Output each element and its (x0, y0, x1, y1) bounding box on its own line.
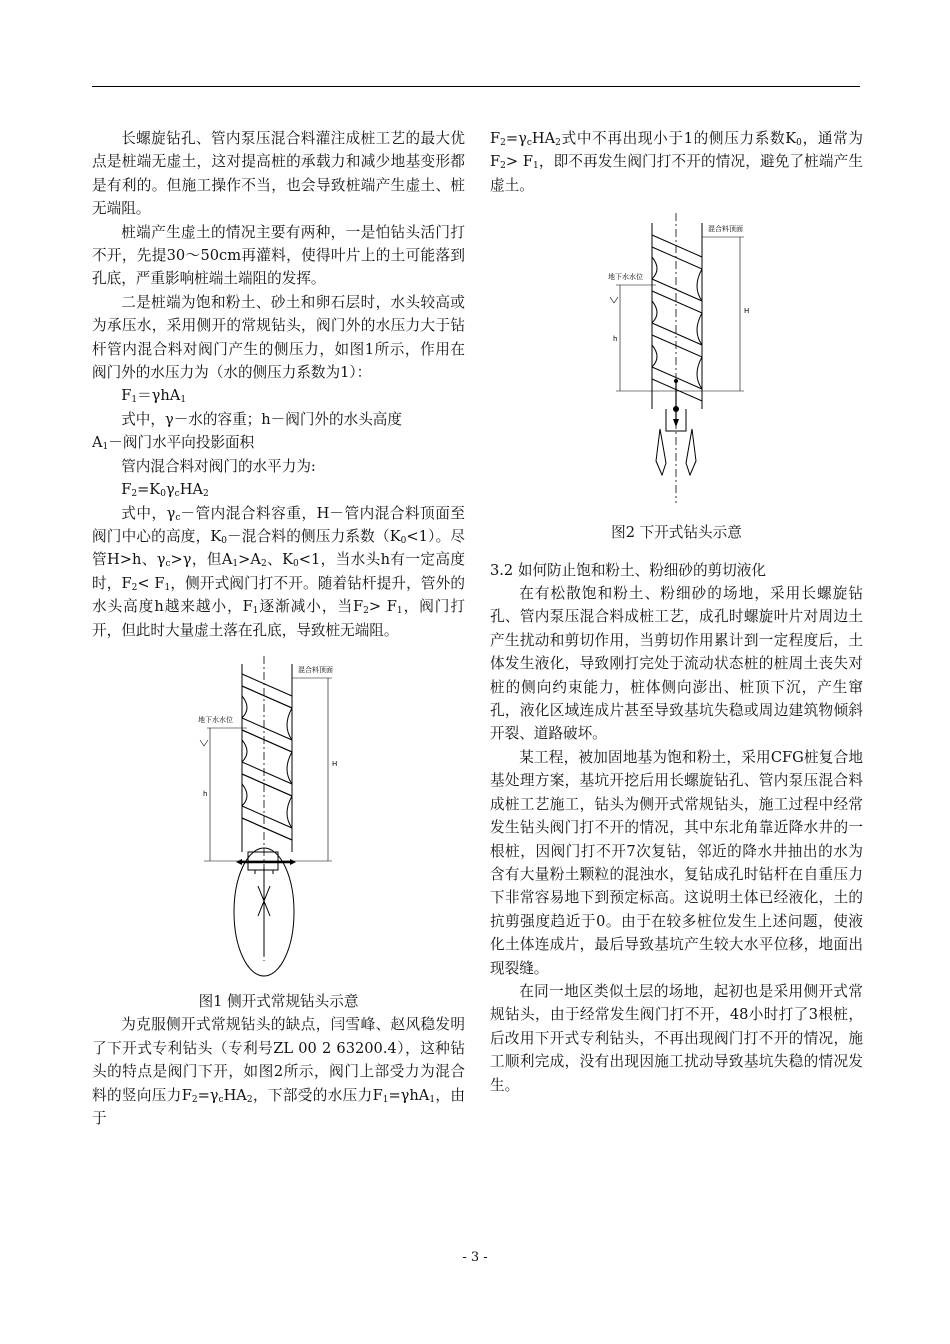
side-opening-drill-bit-drawing (92, 656, 465, 986)
label-mix-surface: 混合料顶面 (298, 665, 333, 674)
paragraph: $F_2=\gamma_cHA_2$式中不再出现小于1的侧压力系数$K_0$，通常为$F_2> F_1$，即不再发生阀门打不开的情况，避免了桩端产生虚土。 (490, 130, 863, 194)
paragraph: 在同一地区类似土层的场地，起初也是采用侧开式常规钻头，由于经常发生阀门打不开，48小时打了3根桩，后改用下开式专利钻头，不再出现阀门打不开的情况，施工顺利完成，没有出现因施工扰动导致基坑失稳的情况发生。 (490, 982, 863, 1094)
header-rule (92, 86, 860, 87)
paragraph: 管内混合料对阀门的水平力为: (121, 457, 316, 475)
section-heading: 3.2 如何防止饱和粉土、粉细砂的剪切液化 (490, 561, 766, 579)
label-H: H (744, 307, 750, 316)
right-column (490, 127, 863, 1097)
left-column (92, 127, 465, 1130)
formula-f2: $F_2=K_0\gamma_cHA_2$ (121, 481, 209, 500)
paragraph: 长螺旋钻孔、管内泵压混合料灌注成桩工艺的最大优点是桩端无虚土，这对提高桩的承载力和减少地基变形都是有利的。但施工操作不当，也会导致桩端产生虚土、桩无端阻。 (92, 130, 465, 218)
paragraph: 某工程，被加固地基为饱和粉土，采用CFG桩复合地基处理方案，基坑开挖后用长螺旋钻孔、管内泵压混合料成桩工艺施工，钻头为侧开式常规钻头，施工过程中经常发生钻头阀门打不开的情况，其中东北角靠近降水井的一根桩，因阀门打不开7次复钻，邻近的降水井抽出的水为含有大量粉土颗粒的混浊水，复钻成孔时钻杆在自重压力下非常容易地下到预定标高。这说明土体已经液化，土的抗剪强度趋近于0。由于在较多桩位发生上述问题，使液化土体连成片，最后导致基坑产生较大水平位移，地面出现裂缝。 (490, 748, 863, 977)
figure-2 (490, 213, 863, 513)
figure-1 (92, 656, 465, 986)
bottom-opening-drill-bit-drawing (490, 213, 863, 513)
label-h: h (203, 789, 208, 798)
label-mix-surface: 混合料顶面 (708, 225, 743, 234)
paragraph: 桩端产生虚土的情况主要有两种，一是怕钻头活门打不开，先提30～50cm再灌料，使得叶片上的土可能落到孔底，严重影响桩端土端阻的发挥。 (92, 223, 465, 288)
formula-f1: $F_1=\gamma hA_1$ (121, 387, 187, 406)
label-H: H (332, 759, 338, 768)
paragraph: 二是桩端为饱和粉土、砂土和卵石层时，水头较高或为承压水，采用侧开的常规钻头，阀门外的水压力大于钻杆管内混合料对阀门产生的侧压力，如图1所示，作用在阀门外的水压力为（水的侧压力系数为1）： (92, 293, 465, 382)
label-water-level: 地下水水位 (198, 715, 233, 724)
paragraph: $A_1-$阀门水平向投影面积 (92, 434, 255, 453)
figure-2-caption: 图2 下开式钻头示意 (611, 524, 742, 542)
figure-1-caption: 图1 侧开式常规钻头示意 (198, 992, 359, 1010)
paragraph: 式中，$\gamma_c-$管内混合料容重，H－管内混合料顶面至阀门中心的高度，$K_0-$混合料的侧压力系数$(K_0<1)$。尽管H>h、$\gamma_c>\gamma$，但$A_1>A_2$、$K_0<1$，当水头h有一定高度时，$F_2< F_1$，侧开式阀门打不开。随着钻杆提升，管外的水头高度h越来越小，$F_1$逐渐减小，当$F_2> F_1$，阀门打开，但此时大量虚土落在孔底，导致桩无端阻。 (92, 504, 466, 639)
paragraph: 在有松散饱和粉土、粉细砂的场地，采用长螺旋钻孔、管内泵压混合料成桩工艺，成孔时螺旋叶片对周边土产生扰动和剪切作用，当剪切作用累计到一定程度后，土体发生液化，导致刚打完处于流动状态桩的桩周土丧失对桩的侧向约束能力，桩体侧向澎出、桩顶下沉，产生窜孔，液化区域连成片甚至导致基坑失稳或周边建筑物倾斜开裂、道路破坏。 (490, 585, 863, 743)
label-h: h (613, 335, 618, 344)
paragraph: 式中，γ－水的容重；h－阀门外的水头高度 (121, 410, 402, 428)
paragraph: 为克服侧开式常规钻头的缺点，闫雪峰、赵风稳发明了下开式专利钻头（专利号ZL 00 2 63200.4），这种钻头的特点是阀门下开，如图2所示，阀门上部受力为混合料的竖向压力$F_2=\gamma_cHA_2$，下部受的水压力$F_1=\gamma hA_1$，由于 (92, 1016, 465, 1127)
page-number: - 3 - (462, 1250, 488, 1265)
label-water-level: 地下水水位 (608, 273, 643, 282)
